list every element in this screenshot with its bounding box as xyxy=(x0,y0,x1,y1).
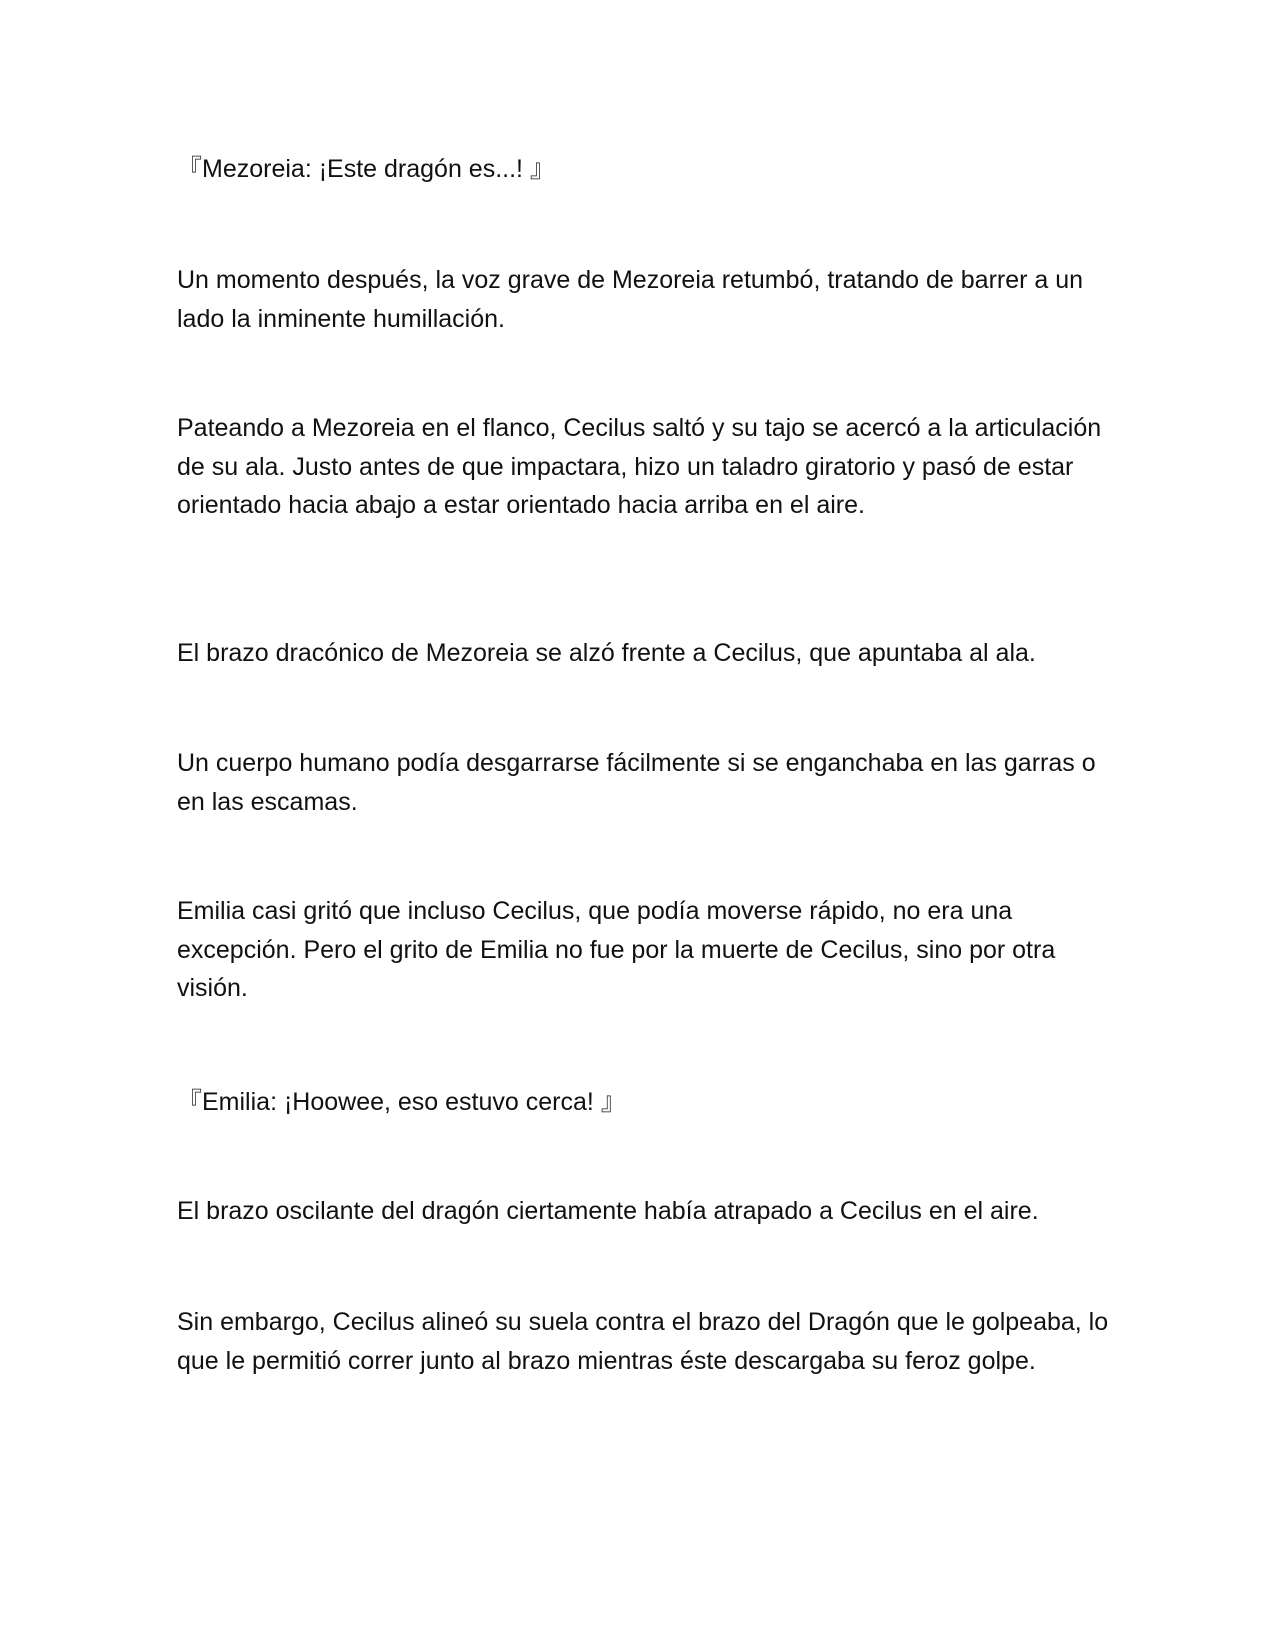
paragraph: Emilia casi gritó que incluso Cecilus, que podía moverse rápido, no era una excepción. Pero el grito de Emilia no fue por la muerte de Cecilus, sino por otra visión. xyxy=(177,897,1056,1002)
paragraph: El brazo oscilante del dragón ciertamente había atrapado a Cecilus en el aire. xyxy=(177,1197,1039,1225)
paragraph: Un momento después, la voz grave de Mezoreia retumbó, tratando de barrer a un lado la inminente humillación. xyxy=(177,266,1084,333)
paragraph: El brazo dracónico de Mezoreia se alzó frente a Cecilus, que apuntaba al ala. xyxy=(177,639,1036,667)
paragraph: Un cuerpo humano podía desgarrarse fácilmente si se enganchaba en las garras o en las escamas. xyxy=(177,749,1096,816)
dialogue-line: 『Emilia: ¡Hoowee, eso estuvo cerca! 』 xyxy=(177,1088,626,1116)
paragraph: Pateando a Mezoreia en el flanco, Cecilus saltó y su tajo se acercó a la articulación de su ala. Justo antes de que impactara, hizo un taladro giratorio y pasó de estar orientado hacia abajo a estar orientado hacia arriba en el aire. xyxy=(177,414,1102,519)
dialogue-line: 『Mezoreia: ¡Este dragón es...! 』 xyxy=(177,155,555,183)
paragraph: Sin embargo, Cecilus alineó su suela contra el brazo del Dragón que le golpeaba, lo que le permitió correr junto al brazo mientras éste descargaba su feroz golpe. xyxy=(177,1308,1109,1375)
